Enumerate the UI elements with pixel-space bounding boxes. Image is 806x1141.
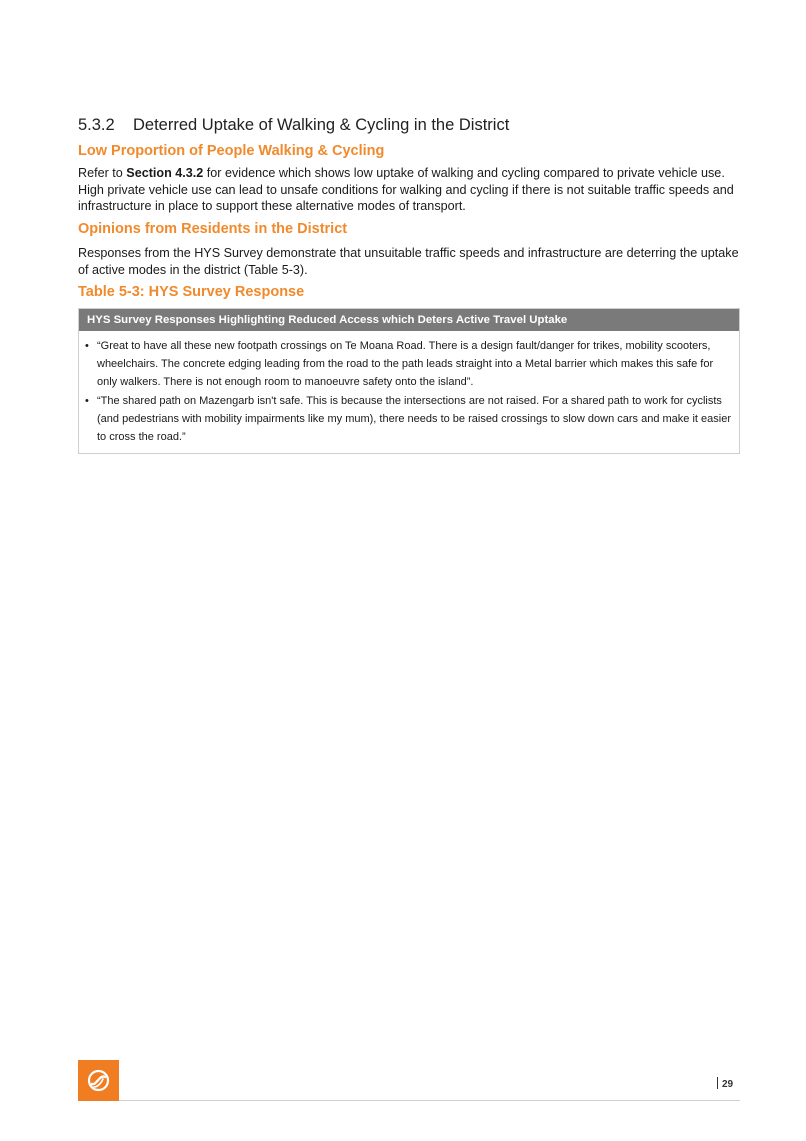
paragraph-opinions: Responses from the HYS Survey demonstrate that unsuitable traffic speeds and infrastructure are deterring the uptake of active modes in the district (Table 5-3). (78, 246, 739, 277)
list-item (85, 337, 731, 391)
bullet-icon: • (85, 340, 89, 352)
section-heading (78, 116, 509, 135)
table-body (79, 331, 739, 453)
subsection-heading-opinions: Opinions from Residents in the District (78, 221, 348, 237)
list-item (85, 392, 731, 446)
footer-divider (119, 1100, 740, 1101)
page-number-bar (717, 1077, 718, 1089)
paragraph-low-proportion: Refer to Section 4.3.2 for evidence which shows low uptake of walking and cycling compared to private vehicle use. High private vehicle use can lead to unsafe conditions for walking and cycling if there is not suitable traffic speeds and infrastructure in place to support these alternative modes of transport. (78, 166, 734, 213)
table-caption: Table 5-3: HYS Survey Response (78, 284, 305, 300)
subsection-heading-low-proportion: Low Proportion of People Walking & Cycling (78, 143, 385, 159)
section-title: Deterred Uptake of Walking & Cycling in the District (133, 116, 510, 134)
response-text: “The shared path on Mazengarb isn't safe. This is because the intersections are not raised. For a shared path to work for cyclists (and pedestrians with mobility impairments like my mum), there needs to be raised crossings to slow down cars and make it easier to cross the road.” (97, 395, 731, 443)
page-number: 29 (717, 1077, 733, 1090)
swirl-logo-icon (78, 1060, 119, 1101)
table-header: HYS Survey Responses Highlighting Reduced Access which Deters Active Travel Uptake (79, 309, 739, 331)
response-text: “Great to have all these new footpath crossings on Te Moana Road. There is a design fault/danger for trikes, mobility scooters, wheelchairs. The concrete edging leading from the road to the path leads straight into a Metal barrier which makes this safe for only walkers. There is not enough room to manoeuvre safety onto the island”. (97, 340, 714, 388)
bullet-icon: • (85, 395, 89, 407)
section-reference: Section 4.3.2 (126, 166, 204, 180)
section-number: 5.3.2 (78, 116, 115, 134)
survey-response-table (78, 308, 740, 454)
